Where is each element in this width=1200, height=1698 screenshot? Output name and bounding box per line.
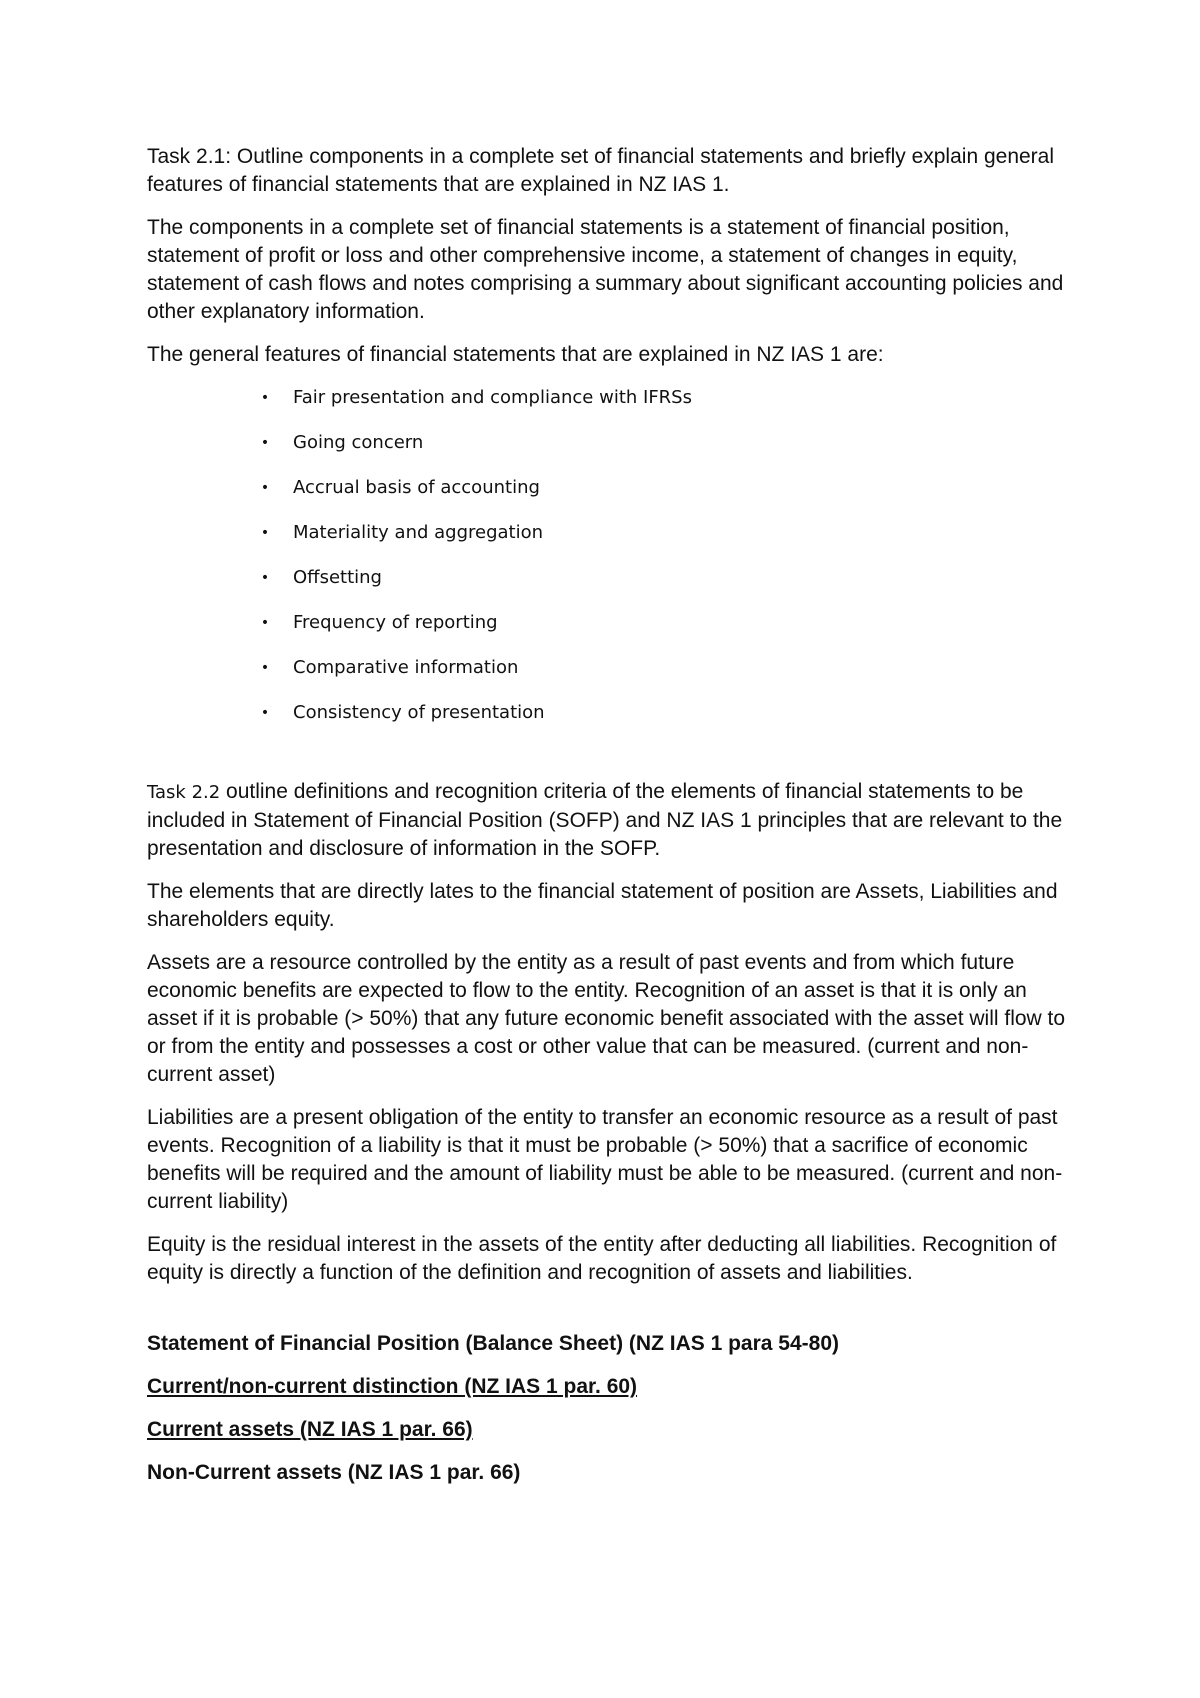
task-2-2-text: outline definitions and recognition criteria of the elements of financial statements to be included in Statement of Financial Position (SOFP) and NZ IAS 1 principles that are relevant to the presentation and disclosure of information in the SOFP.: [147, 780, 1063, 860]
bullet-icon: •: [260, 660, 270, 676]
spacer: [147, 744, 1067, 778]
feature-text: Offsetting: [293, 567, 382, 588]
liabilities-paragraph: Liabilities are a present obligation of the entity to transfer an economic resource as a result of past events. Recognition of a liability is that it must be probable (> 50%) that a sacrifice of economic benefits will be required and the amount of liability must be able to be measured. (current and non-current liability): [147, 1106, 1063, 1213]
task-2-1-heading: Task 2.1: Outline components in a complete set of financial statements and briefly explain general features of financial statements that are explained in NZ IAS 1.: [147, 145, 1055, 196]
bullet-icon: •: [260, 615, 270, 631]
list-item: [147, 609, 1067, 637]
bullet-icon: •: [260, 390, 270, 406]
feature-text: Frequency of reporting: [293, 612, 498, 633]
feature-text: Going concern: [293, 432, 424, 453]
feature-text: Accrual basis of accounting: [293, 477, 540, 498]
bullet-icon: •: [260, 525, 270, 541]
current-noncurrent-heading: Current/non-current distinction (NZ IAS 1 par. 60): [147, 1375, 638, 1398]
bullet-icon: •: [260, 570, 270, 586]
bullet-icon: •: [260, 480, 270, 496]
features-intro: The general features of financial statements that are explained in NZ IAS 1 are:: [147, 343, 884, 366]
feature-text: Comparative information: [293, 657, 519, 678]
feature-text: Materiality and aggregation: [293, 522, 544, 543]
list-item: [147, 429, 1067, 457]
task-2-2-prefix: Task 2.2: [147, 782, 221, 803]
elements-paragraph: The elements that are directly lates to the financial statement of position are Assets, Liabilities and shareholders equity.: [147, 880, 1058, 931]
equity-paragraph: Equity is the residual interest in the assets of the entity after deducting all liabilities. Recognition of equity is directly a function of the definition and recognition of assets and liabilities.: [147, 1233, 1057, 1284]
feature-text: Fair presentation and compliance with IFRSs: [293, 387, 692, 408]
list-item: [147, 699, 1067, 727]
document-body: [147, 143, 1067, 1502]
components-paragraph: The components in a complete set of financial statements is a statement of financial position, statement of profit or loss and other comprehensive income, a statement of changes in equity, statement of cash flows and notes comprising a summary about significant accounting policies and other explanatory information.: [147, 216, 1064, 323]
list-item: [147, 384, 1067, 412]
sofp-heading: Statement of Financial Position (Balance Sheet) (NZ IAS 1 para 54-80): [147, 1332, 839, 1355]
features-list: [147, 384, 1067, 727]
bullet-icon: •: [260, 705, 270, 721]
noncurrent-assets-heading: Non-Current assets (NZ IAS 1 par. 66): [147, 1461, 521, 1484]
list-item: [147, 519, 1067, 547]
feature-text: Consistency of presentation: [293, 702, 545, 723]
current-assets-heading: Current assets (NZ IAS 1 par. 66): [147, 1418, 473, 1441]
list-item: [147, 654, 1067, 682]
bullet-icon: •: [260, 435, 270, 451]
spacer: [147, 1302, 1067, 1330]
task-2-2-heading: [147, 778, 1067, 863]
list-item: [147, 474, 1067, 502]
list-item: [147, 564, 1067, 592]
assets-paragraph: Assets are a resource controlled by the entity as a result of past events and from which future economic benefits are expected to flow to the entity. Recognition of an asset is that it is only an asset if it is probable (> 50%) that any future economic benefit associated with the asset will flow to or from the entity and possesses a cost or other value that can be measured. (current and non-current asset): [147, 951, 1066, 1086]
